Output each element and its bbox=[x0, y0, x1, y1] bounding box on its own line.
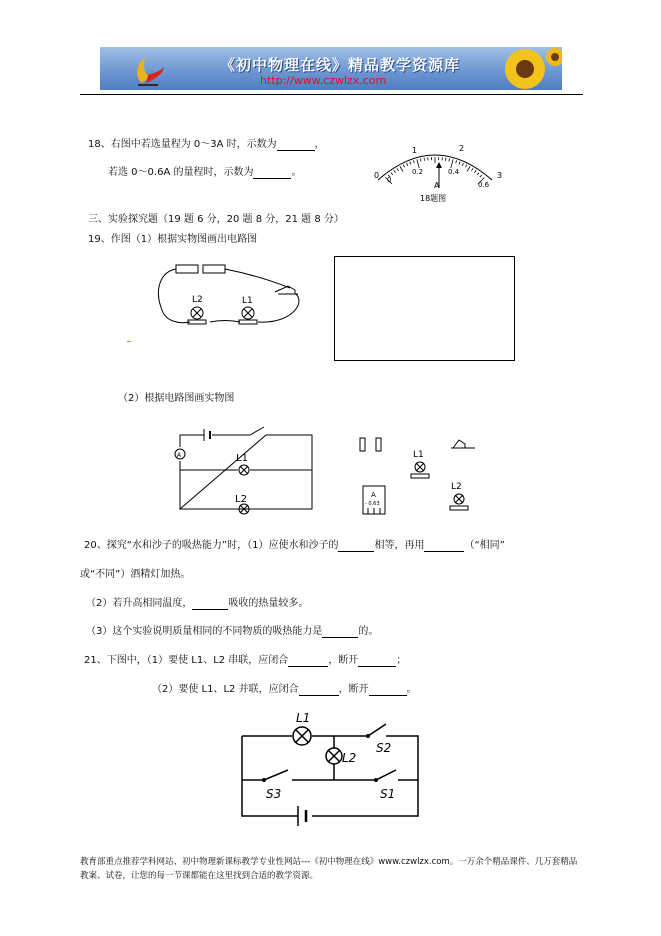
answer-blank[interactable] bbox=[288, 666, 328, 667]
q19-part2: （2）根据电路图画实物图 bbox=[118, 393, 235, 404]
q21-label-s2: S2 bbox=[376, 741, 392, 755]
q18-line2: 若选 0～0.6A 的量程时，示数为 。 bbox=[108, 167, 302, 178]
dial-tick bbox=[417, 159, 419, 168]
dial-tick bbox=[397, 168, 399, 171]
q19-circuit-diagram bbox=[172, 425, 318, 515]
q21-line1: 21、下图中，（1）要使 L1、L2 串联，应闭合 ，断开 ； bbox=[84, 655, 407, 666]
q21-line2: （2）要使 L1、L2 并联，应闭合 ，断开 。 bbox=[152, 684, 417, 695]
q21-label-l2: L2 bbox=[342, 751, 357, 765]
section-heading: 三、实验探究题（19 题 6 分，20 题 8 分，21 题 8 分） bbox=[88, 214, 344, 225]
dial-tick bbox=[477, 173, 479, 175]
stray-mark bbox=[127, 341, 131, 342]
dial-tick bbox=[394, 170, 396, 172]
q20-part2: （2）若升高相同温度， 吸收的热量较多。 bbox=[86, 598, 309, 609]
dial-big-label-1: 1 bbox=[412, 146, 418, 155]
drawing-answer-box[interactable] bbox=[334, 256, 515, 361]
answer-blank[interactable] bbox=[338, 551, 374, 552]
circuit-ammeter-symbol: A bbox=[177, 452, 182, 459]
parts-label-l2: L2 bbox=[451, 482, 462, 492]
header-banner bbox=[100, 47, 562, 90]
header-rule bbox=[80, 94, 583, 95]
answer-blank[interactable] bbox=[192, 609, 228, 610]
q18-line1: 18、右图中若选量程为 0～3A 时，示数为 ， bbox=[88, 139, 325, 150]
dial-tick bbox=[474, 170, 476, 172]
dial-tick bbox=[391, 173, 393, 175]
q21-label-s1: S1 bbox=[380, 787, 396, 801]
q19-parts-figure bbox=[355, 432, 485, 517]
answer-blank[interactable] bbox=[277, 150, 315, 151]
answer-blank[interactable] bbox=[322, 637, 358, 638]
dial-tick bbox=[407, 163, 408, 166]
answer-blank[interactable] bbox=[369, 695, 407, 696]
ammeter-dial-figure bbox=[360, 132, 510, 207]
parts-label-l1: L1 bbox=[413, 450, 424, 460]
site-logo-icon bbox=[128, 51, 168, 87]
answer-blank[interactable] bbox=[424, 551, 464, 552]
q19-object-diagram bbox=[150, 260, 310, 332]
dial-tick bbox=[403, 165, 404, 168]
q21-circuit-diagram bbox=[236, 710, 426, 830]
dial-tick bbox=[462, 163, 463, 166]
dial-small-label-1: 0.2 bbox=[412, 168, 424, 176]
circuit-label-l2: L2 bbox=[235, 494, 247, 505]
answer-blank[interactable] bbox=[358, 666, 396, 667]
q20-line1: 20、探究“水和沙子的吸热能力”时，（1）应使水和沙子的 相等，再用 （“相同” bbox=[84, 540, 505, 551]
ammeter-box-terminals: - 0.63 bbox=[365, 501, 380, 507]
q21-label-l1: L1 bbox=[296, 711, 311, 725]
answer-blank[interactable] bbox=[253, 178, 291, 179]
q19-part1: 19、作图（1）根据实物图画出电路图 bbox=[88, 234, 258, 245]
banner-title: 《初中物理在线》精品教学资源库 bbox=[220, 56, 461, 74]
dial-tick bbox=[480, 175, 482, 177]
sunflower-icon bbox=[495, 47, 562, 90]
dial-big-label-2: 2 bbox=[459, 144, 465, 153]
dial-small-label-2: 0.4 bbox=[448, 168, 460, 176]
dial-small-label-3: 0.6 bbox=[478, 181, 490, 189]
dial-tick bbox=[400, 166, 403, 171]
dial-unit: A bbox=[434, 181, 440, 190]
lamp-label-l1: L1 bbox=[242, 296, 253, 306]
dial-caption: 18题图 bbox=[420, 194, 447, 203]
q20-line2: 或“不同”）酒精灯加热。 bbox=[80, 569, 191, 580]
dial-tick bbox=[467, 166, 470, 171]
lamp-label-l2: L2 bbox=[192, 295, 203, 305]
dial-tick bbox=[465, 165, 466, 168]
q20-part3: （3）这个实验说明质量相同的不同物质的吸热能力是 的。 bbox=[86, 626, 379, 637]
dial-tick bbox=[413, 160, 414, 163]
circuit-label-l1: L1 bbox=[236, 453, 248, 464]
banner-url[interactable]: http://www.czwlzx.com bbox=[260, 74, 387, 87]
page-footer: 教育部重点推荐学科网站、初中物理新课标教学专业性网站---《初中物理在线》www.czwlzx.com。一万余个精品课件、几万套精品教案、试卷，让您的每一节课都能在这里找到合适的教学资源。 bbox=[80, 857, 578, 881]
q21-label-s3: S3 bbox=[266, 787, 282, 801]
dial-big-label-3: 3 bbox=[497, 171, 503, 180]
dial-ticks bbox=[386, 157, 485, 184]
dial-tick bbox=[456, 160, 457, 163]
dial-tick bbox=[451, 159, 453, 168]
dial-tick bbox=[471, 168, 473, 171]
dial-small-label-0: 0 bbox=[387, 176, 392, 184]
dial-tick bbox=[459, 162, 460, 165]
dial-tick bbox=[410, 162, 411, 165]
ammeter-box-label: A bbox=[371, 491, 376, 499]
answer-blank[interactable] bbox=[299, 695, 339, 696]
dial-tick bbox=[449, 159, 450, 162]
dial-tick bbox=[420, 159, 421, 162]
dial-big-label-0: 0 bbox=[374, 171, 380, 180]
